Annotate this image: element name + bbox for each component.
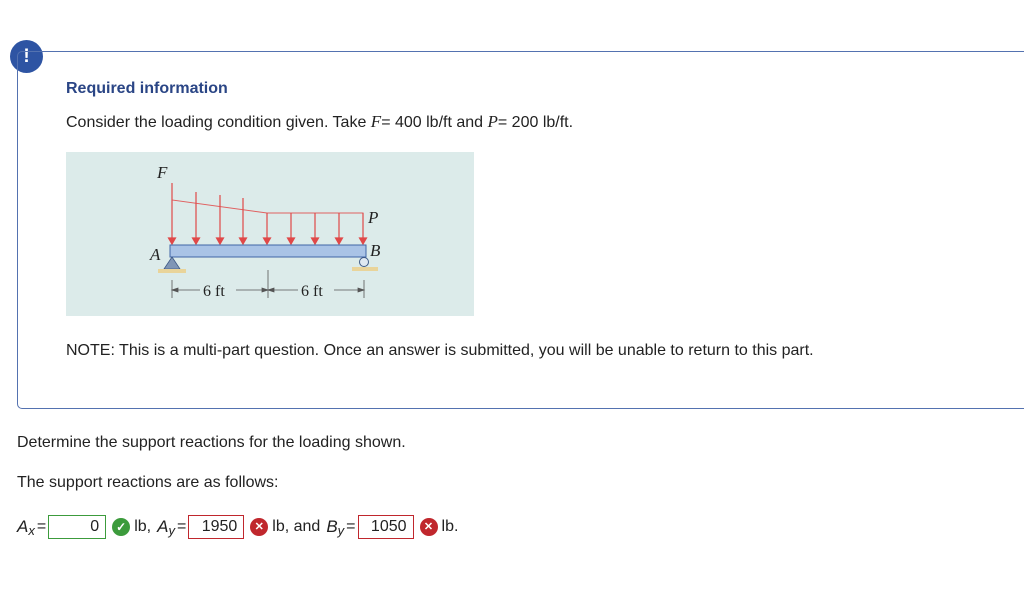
label-b: B [370,241,381,260]
roller-support [360,258,369,267]
ay-input[interactable] [188,515,244,539]
question-subtext: The support reactions are as follows: [17,474,279,491]
alert-symbol: ! [23,45,30,67]
dimension-lines [172,270,364,298]
pin-support [164,257,180,269]
by-label: $B_y$ [326,516,345,538]
label-a: A [150,245,161,264]
dim-left-label: 6 ft [203,283,225,300]
ay-label: $A_y$ [157,516,175,538]
var-f: F [370,112,382,131]
dim-right-label: 6 ft [301,283,323,300]
incorrect-x-icon: ✕ [250,518,268,536]
beam [170,245,366,257]
question-prompt: Determine the support reactions for the loading shown. [17,434,406,451]
required-info-title: Required information [66,80,228,97]
var-p: P [487,112,498,131]
correct-check-icon: ✓ [112,518,130,536]
beam-figure [66,152,474,316]
ax-input[interactable] [48,515,106,539]
multipart-note: NOTE: This is a multi-part question. Once an answer is submitted, you will be unable to return to this part. [66,342,814,359]
ax-label: $A_x$ [17,516,35,538]
label-f: F [157,163,168,182]
by-input[interactable] [358,515,414,539]
answer-row: $A_x$ = 0 ✓ lb, $A_y$ = 1950 ✕ lb, and $B_y$ = 1050 ✕ lb. [17,514,458,540]
label-p: P [368,208,379,227]
incorrect-x-icon: ✕ [420,518,438,536]
given-statement: Consider the loading condition given. Take F= 400 lb/ft and P= 200 lb/ft. [66,112,574,131]
